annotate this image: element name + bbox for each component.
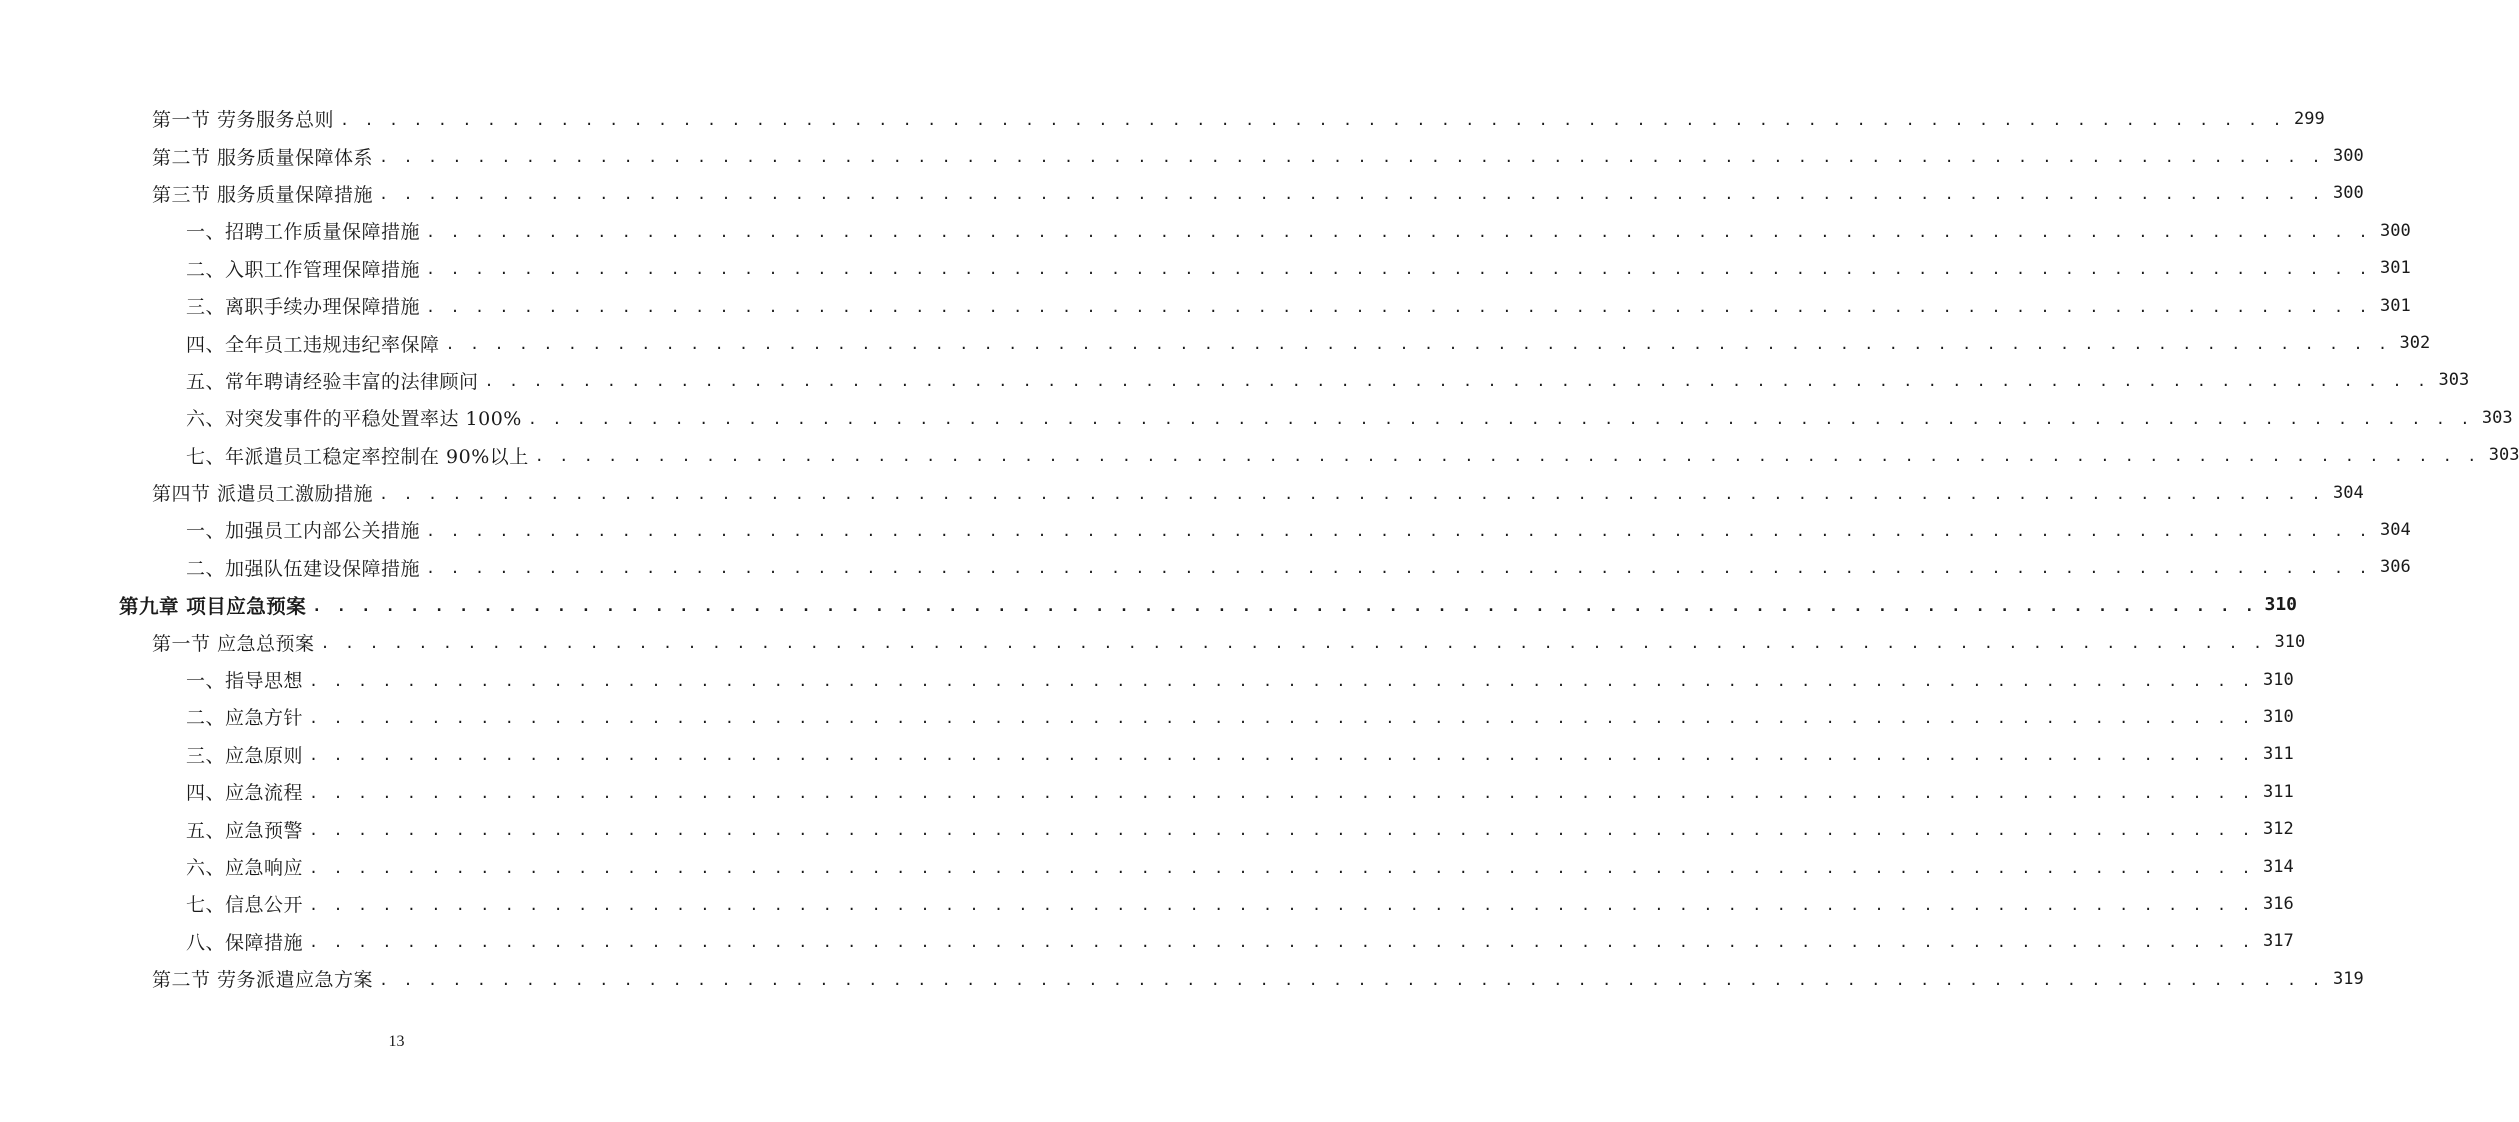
toc-dot-leader: . . . . . . . . . . . . . . . . . . . . . . . . . . . . . . . . . . . . . . . . . . . . . . . . . . . . . . . . . . . . . . . . . . . . . . . . . . . . . . . .	[426, 559, 2371, 578]
toc-entry-title: 三、离职手续办理保障措施	[186, 296, 421, 319]
toc-dot-leader: . . . . . . . . . . . . . . . . . . . . . . . . . . . . . . . . . . . . . . . . . . . . . . . . . . . . . . . . . . . . . . . . . . . . . . . . . . . . . . . .	[379, 970, 2324, 989]
toc-entry-title: 第一节 劳务服务总则	[152, 109, 335, 132]
toc-subsection-entry[interactable]	[0, 324, 2431, 361]
toc-subsection-entry[interactable]	[0, 549, 2411, 586]
toc-dot-leader: . . . . . . . . . . . . . . . . . . . . . . . . . . . . . . . . . . . . . . . . . . . . . . . . . . . . . . . . . . . . . . . . . . . . . . . . . . . . . . . .	[312, 596, 2257, 615]
toc-entry-page: 316	[2263, 893, 2294, 914]
toc-dot-leader: . . . . . . . . . . . . . . . . . . . . . . . . . . . . . . . . . . . . . . . . . . . . . . . . . . . . . . . . . . . . . . . . . . . . . . . . . . . . . . . .	[309, 858, 2254, 877]
toc-subsection-entry[interactable]	[0, 923, 2294, 960]
toc-section-entry[interactable]	[0, 100, 2325, 137]
toc-dot-leader: . . . . . . . . . . . . . . . . . . . . . . . . . . . . . . . . . . . . . . . . . . . . . . . . . . . . . . . . . . . . . . . . . . . . . . . . . . . . . . . .	[340, 110, 2285, 129]
toc-entry-page: 314	[2263, 856, 2294, 877]
toc-entry-title: 八、保障措施	[186, 931, 304, 954]
toc-entry-page: 301	[2380, 258, 2411, 279]
toc-subsection-entry[interactable]	[0, 212, 2411, 249]
toc-entry-page: 311	[2263, 781, 2294, 802]
toc-entry-title: 二、入职工作管理保障措施	[186, 258, 421, 281]
page-number: 13	[388, 1033, 405, 1050]
toc-section-entry[interactable]	[0, 137, 2364, 174]
toc-entry-page: 304	[2333, 482, 2364, 503]
toc-entry-page: 303	[2488, 445, 2519, 466]
toc-entry-title: 第四节 派遣员工激励措施	[152, 483, 374, 506]
toc-entry-title: 第二节 服务质量保障体系	[152, 146, 374, 169]
toc-section-entry[interactable]	[0, 960, 2364, 997]
toc-dot-leader: . . . . . . . . . . . . . . . . . . . . . . . . . . . . . . . . . . . . . . . . . . . . . . . . . . . . . . . . . . . . . . . . . . . . . . . . . . . . . . . .	[484, 372, 2430, 391]
toc-subsection-entry[interactable]	[0, 362, 2470, 399]
toc-dot-leader: . . . . . . . . . . . . . . . . . . . . . . . . . . . . . . . . . . . . . . . . . . . . . . . . . . . . . . . . . . . . . . . . . . . . . . . . . . . . . . . .	[426, 521, 2371, 540]
toc-entry-title: 六、对突发事件的平稳处置率达 100%	[186, 408, 522, 431]
toc-entry-title: 一、指导思想	[186, 670, 304, 693]
toc-subsection-entry[interactable]	[0, 810, 2294, 847]
toc-subsection-entry[interactable]	[0, 773, 2294, 810]
toc-entry-page: 299	[2294, 108, 2325, 129]
toc-chapter-entry[interactable]	[0, 586, 2297, 623]
toc-entry-title: 七、年派遣员工稳定率控制在 90%以上	[186, 445, 529, 468]
toc-subsection-entry[interactable]	[0, 698, 2294, 735]
toc-entry-title: 四、应急流程	[186, 782, 304, 805]
toc-dot-leader: . . . . . . . . . . . . . . . . . . . . . . . . . . . . . . . . . . . . . . . . . . . . . . . . . . . . . . . . . . . . . . . . . . . . . . . . . . . . . . . .	[379, 484, 2324, 503]
toc-subsection-entry[interactable]	[0, 736, 2294, 773]
toc-entry-page: 310	[2264, 594, 2297, 616]
toc-entry-title: 一、加强员工内部公关措施	[186, 520, 421, 543]
toc-dot-leader: . . . . . . . . . . . . . . . . . . . . . . . . . . . . . . . . . . . . . . . . . . . . . . . . . . . . . . . . . . . . . . . . . . . . . . . . . . . . . . . .	[309, 783, 2254, 802]
toc-entry-title: 五、应急预警	[186, 819, 304, 842]
toc-entry-title: 四、全年员工违规违纪率保障	[186, 333, 440, 356]
toc-dot-leader: . . . . . . . . . . . . . . . . . . . . . . . . . . . . . . . . . . . . . . . . . . . . . . . . . . . . . . . . . . . . . . . . . . . . . . . . . . . . . . . .	[379, 185, 2324, 204]
toc-entry-title: 第九章 项目应急预案	[119, 594, 307, 618]
toc-entry-page: 311	[2263, 744, 2294, 765]
toc-subsection-entry[interactable]	[0, 399, 2513, 436]
toc-entry-page: 310	[2263, 706, 2294, 727]
toc-dot-leader: . . . . . . . . . . . . . . . . . . . . . . . . . . . . . . . . . . . . . . . . . . . . . . . . . . . . . . . . . . . . . . . . . . . . . . . . . . . . . . . .	[309, 746, 2254, 765]
toc-entry-page: 301	[2380, 295, 2411, 316]
toc-section-entry[interactable]	[0, 175, 2364, 212]
toc-entry-title: 五、常年聘请经验丰富的法律顾问	[186, 370, 479, 393]
toc-dot-leader: . . . . . . . . . . . . . . . . . . . . . . . . . . . . . . . . . . . . . . . . . . . . . . . . . . . . . . . . . . . . . . . . . . . . . . . . . . . . . . . .	[309, 895, 2254, 914]
toc-entry-page: 303	[2438, 370, 2470, 391]
toc-entry-title: 六、应急响应	[186, 857, 304, 879]
toc-entry-page: 310	[2274, 632, 2306, 653]
toc-subsection-entry[interactable]	[0, 511, 2411, 548]
toc-entry-page: 302	[2399, 333, 2431, 354]
toc-dot-leader: . . . . . . . . . . . . . . . . . . . . . . . . . . . . . . . . . . . . . . . . . . . . . . . . . . . . . . . . . . . . . . . . . . . . . . . . . . . . . . . .	[426, 297, 2371, 316]
toc-entry-page: 300	[2333, 183, 2364, 204]
toc-entry-page: 317	[2263, 931, 2294, 952]
toc-entry-page: 306	[2380, 557, 2411, 578]
toc-entry-title: 三、应急原则	[186, 744, 304, 767]
toc-section-entry[interactable]	[0, 623, 2306, 660]
toc-dot-leader: . . . . . . . . . . . . . . . . . . . . . . . . . . . . . . . . . . . . . . . . . . . . . . . . . . . . . . . . . . . . . . . . . . . . . . . . . . . . . . . .	[534, 447, 2480, 466]
toc-entry-title: 第一节 应急总预案	[152, 632, 315, 655]
toc-section-entry[interactable]	[0, 474, 2364, 511]
toc-dot-leader: . . . . . . . . . . . . . . . . . . . . . . . . . . . . . . . . . . . . . . . . . . . . . . . . . . . . . . . . . . . . . . . . . . . . . . . . . . . . . . . .	[309, 708, 2254, 727]
toc-entry-page: 303	[2481, 407, 2513, 428]
toc-subsection-entry[interactable]	[0, 661, 2294, 698]
toc-entry-title: 第三节 服务质量保障措施	[152, 183, 374, 206]
toc-dot-leader: . . . . . . . . . . . . . . . . . . . . . . . . . . . . . . . . . . . . . . . . . . . . . . . . . . . . . . . . . . . . . . . . . . . . . . . . . . . . . . . .	[445, 335, 2391, 354]
toc-dot-leader: . . . . . . . . . . . . . . . . . . . . . . . . . . . . . . . . . . . . . . . . . . . . . . . . . . . . . . . . . . . . . . . . . . . . . . . . . . . . . . . .	[309, 933, 2254, 952]
toc-dot-leader: . . . . . . . . . . . . . . . . . . . . . . . . . . . . . . . . . . . . . . . . . . . . . . . . . . . . . . . . . . . . . . . . . . . . . . . . . . . . . . . .	[426, 260, 2371, 279]
toc-entry-title: 七、信息公开	[186, 894, 304, 917]
table-of-contents	[0, 100, 2519, 997]
toc-dot-leader: . . . . . . . . . . . . . . . . . . . . . . . . . . . . . . . . . . . . . . . . . . . . . . . . . . . . . . . . . . . . . . . . . . . . . . . . . . . . . . . .	[426, 222, 2371, 241]
toc-subsection-entry[interactable]	[0, 848, 2294, 885]
toc-subsection-entry[interactable]	[0, 287, 2411, 324]
toc-dot-leader: . . . . . . . . . . . . . . . . . . . . . . . . . . . . . . . . . . . . . . . . . . . . . . . . . . . . . . . . . . . . . . . . . . . . . . . . . . . . . . . .	[320, 634, 2266, 653]
toc-entry-title: 二、应急方针	[186, 707, 304, 730]
toc-entry-page: 300	[2380, 220, 2411, 241]
toc-dot-leader: . . . . . . . . . . . . . . . . . . . . . . . . . . . . . . . . . . . . . . . . . . . . . . . . . . . . . . . . . . . . . . . . . . . . . . . . . . . . . . . .	[527, 409, 2473, 428]
toc-entry-title: 二、加强队伍建设保障措施	[186, 557, 421, 580]
toc-entry-title: 第二节 劳务派遣应急方案	[152, 969, 374, 992]
toc-entry-page: 310	[2263, 669, 2294, 690]
toc-entry-page: 304	[2380, 519, 2411, 540]
toc-subsection-entry[interactable]	[0, 437, 2519, 474]
toc-entry-title: 一、招聘工作质量保障措施	[186, 221, 421, 244]
toc-entry-page: 300	[2333, 146, 2364, 167]
toc-subsection-entry[interactable]	[0, 885, 2294, 922]
toc-dot-leader: . . . . . . . . . . . . . . . . . . . . . . . . . . . . . . . . . . . . . . . . . . . . . . . . . . . . . . . . . . . . . . . . . . . . . . . . . . . . . . . .	[309, 821, 2254, 840]
toc-dot-leader: . . . . . . . . . . . . . . . . . . . . . . . . . . . . . . . . . . . . . . . . . . . . . . . . . . . . . . . . . . . . . . . . . . . . . . . . . . . . . . . .	[379, 148, 2324, 167]
toc-entry-page: 319	[2333, 968, 2364, 989]
toc-subsection-entry[interactable]	[0, 250, 2411, 287]
toc-entry-page: 312	[2263, 819, 2294, 840]
toc-dot-leader: . . . . . . . . . . . . . . . . . . . . . . . . . . . . . . . . . . . . . . . . . . . . . . . . . . . . . . . . . . . . . . . . . . . . . . . . . . . . . . . .	[309, 671, 2254, 690]
